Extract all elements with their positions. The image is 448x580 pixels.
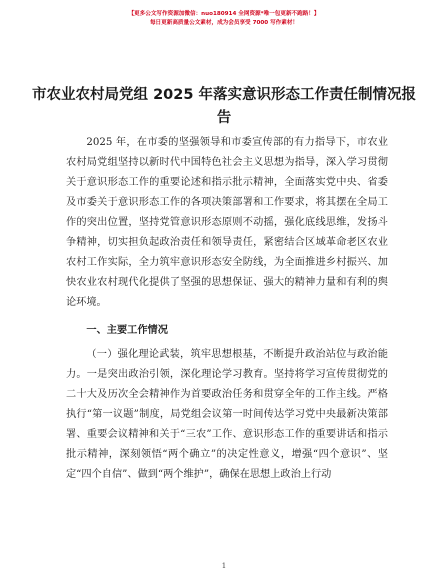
section-1-paragraph-1: （一）强化理论武装，筑牢思想根基，不断提升政治站位与政治能力。一是突出政治引领，深化理论学习教育。坚持将学习宣传贯彻党的二十大及历次全会精神作为首要政治任务和贯穿全年的工作主线。严格执行“第一议题”制度，局党组会议第一时间传达学习党中央最新决策部署、重要会议精神和关于“三农”工作、意识形态工作的重要讲话和指示批示精神，深刻领悟“两个确立”的决定性意义，增强“四个意识”、坚定“四个自信”、做到“两个维护”，确保在思想上政治上行动 xyxy=(66,349,388,480)
document-body xyxy=(66,133,388,485)
section-heading-1: 一、主要工作情况 xyxy=(86,325,168,336)
promo-banner xyxy=(0,10,448,28)
page-number: 1 xyxy=(221,562,227,570)
intro-paragraph: 2025 年，在市委的坚强领导和市委宣传部的有力指导下，市农业农村局党组坚持以新时代中国特色社会主义思想为指导，深入学习贯彻关于意识形态工作的重要论述和指示批示精神，全面落实党中央、省委及市委关于意识形态工作的各项决策部署和工作要求，将其摆在全局工作的突出位置，坚持党管意识形态原则不动摇，强化底线思维，发扬斗争精神，切实担负起政治责任和领导责任，紧密结合区域革命老区农业农村工作实际，全力筑牢意识形态安全防线，为全面推进乡村振兴、加快农业农村现代化提供了坚强的思想保证、强大的精神力量和有利的舆论环境。 xyxy=(66,137,388,308)
promo-banner-line-2: 每日更新高质量公文素材，成为会员享受 7000 写作素材！ xyxy=(149,20,299,26)
document-title: 市农业农村局党组 2025 年落实意识形态工作责任制情况报告 xyxy=(32,87,416,126)
promo-banner-line-1: 【更多公文写作资源加微信：nuo180914 全网资源*唯一包更新不跑路！】 xyxy=(128,11,320,17)
